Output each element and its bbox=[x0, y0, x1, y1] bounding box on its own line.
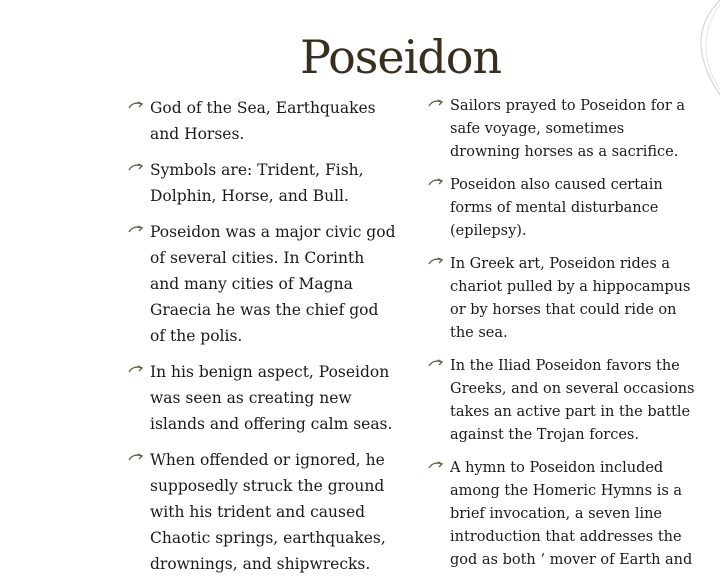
list-item bbox=[428, 174, 698, 243]
right-column bbox=[428, 95, 698, 582]
list-item-text: Sailors prayed to Poseidon for a safe voyage, sometimes drowning horses as a sacrifice. bbox=[450, 98, 686, 160]
list-item bbox=[428, 457, 698, 572]
arrow-bullet-icon bbox=[128, 163, 144, 176]
arrow-bullet-icon bbox=[428, 461, 444, 474]
corner-arc-decoration bbox=[660, 0, 720, 100]
list-item-text: When offended or ignored, he supposedly struck the ground with his trident and caused Chaotic springs, earthquakes, drownings, and shipwrecks. bbox=[150, 451, 386, 573]
list-item-text: In the Iliad Poseidon favors the Greeks, and on several occasions takes an active part in the battle against the Trojan forces. bbox=[450, 358, 695, 443]
arrow-bullet-icon bbox=[128, 453, 144, 466]
arrow-bullet-icon bbox=[128, 225, 144, 238]
list-item-text: God of the Sea, Earthquakes and Horses. bbox=[150, 99, 376, 143]
list-item bbox=[128, 95, 398, 147]
list-item-text: Poseidon also caused certain forms of mental disturbance (epilepsy). bbox=[450, 177, 663, 239]
arrow-bullet-icon bbox=[428, 257, 444, 270]
arrow-bullet-icon bbox=[128, 365, 144, 378]
arrow-bullet-icon bbox=[128, 101, 144, 114]
list-item bbox=[428, 355, 698, 447]
list-item bbox=[128, 157, 398, 209]
list-item bbox=[128, 359, 398, 437]
list-item-text: A hymn to Poseidon included among the Homeric Hymns is a brief invocation, a seven line introduction that addresses the god as both ‘ mover of Earth and bbox=[450, 460, 693, 568]
list-item bbox=[428, 95, 698, 164]
list-item bbox=[128, 219, 398, 349]
arrow-bullet-icon bbox=[428, 99, 444, 112]
list-item-text: Poseidon was a major civic god of several cities. In Corinth and many cities of Magna Graecia he was the chief god of the polis. bbox=[150, 223, 396, 345]
list-item bbox=[128, 447, 398, 577]
list-item-text: In Greek art, Poseidon rides a chariot pulled by a hippocampus or by horses that could ride on the sea. bbox=[450, 256, 691, 341]
list-item-text: Symbols are: Trident, Fish, Dolphin, Horse, and Bull. bbox=[150, 161, 364, 205]
slide-title: Poseidon bbox=[300, 30, 502, 84]
list-item bbox=[428, 253, 698, 345]
arrow-bullet-icon bbox=[428, 178, 444, 191]
list-item-text: In his benign aspect, Poseidon was seen as creating new islands and offering calm seas. bbox=[150, 363, 393, 433]
left-column bbox=[128, 95, 398, 587]
arrow-bullet-icon bbox=[428, 359, 444, 372]
